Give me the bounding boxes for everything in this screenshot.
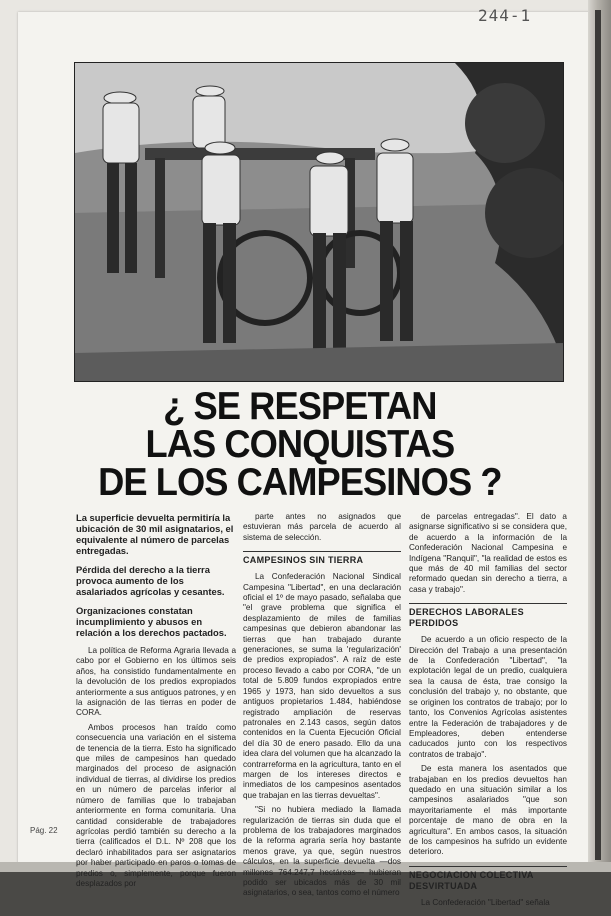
column-2 xyxy=(243,512,401,903)
handwritten-page-mark: 244-1 xyxy=(478,6,532,25)
photo-farmworkers xyxy=(74,62,564,382)
page-edge xyxy=(588,0,611,916)
lead-paragraph-3: Organizaciones constatan incumplimiento y abusos en relación a los derechos pactados. xyxy=(76,605,227,638)
headline-line-2: LAS CONQUISTAS xyxy=(145,423,455,466)
body-paragraph: de parcelas entregadas". El dato a asignarse significativo si se considera que, de acuerdo a la información de la Confederación Nacional Campesina e Indígena "Ranquil", "la realidad de estos es que más de 40 mil familias del sector reformado quedan sin derecho a tierra, a casa y trabajo". xyxy=(409,512,567,594)
lead-paragraph-1: La superficie devuelta permitiría la ubicación de 30 mil asignatarios, el equivalente al número de parcelas entregadas. xyxy=(76,512,234,556)
lead-paragraph-2: Pérdida del derecho a la tierra provoca aumento de los asalariados agrícolas y cesantes. xyxy=(76,564,225,597)
body-paragraph: "Si no hubiera mediado la llamada regularización de tierras sin duda que el problema de los trabajadores marginados de la reforma agraria sería hoy bastante menos grave, ya que, según nuestros cálculos, en la superficie devuelta —dos millones 764.247,7 hectáreas— hubieran podido ser ubicados más de 30 mil asignatarios, o sea, tantos como el número xyxy=(243,805,401,898)
body-paragraph: Ambos procesos han traído como consecuencia una variación en el sistema de tenencia de la tierra. Esto ha significado que miles de campesinos han quedado marginados del proceso de asignación individual de tierras, al dividirse los predios en un número de parcelas inferior al número de familias que lo trabajaban anteriormente en forma comunitaria. Una cantidad considerable de trabajadores agrícolas perdió también su derecho a la tierra (calificados el D.L. Nº 208 que los declaró inhabilitados para ser asignatarios por haber participado en paros o tomas de predios o, simplemente, porque fueron desplazados por xyxy=(76,722,236,888)
column-3 xyxy=(409,512,567,912)
body-paragraph: La Confederación Nacional Sindical Campesina "Libertad", en una declaración oficial el 1º de mayo pasado, señalaba que "el grave problema que significa el desplazamiento de miles de familias campesinas que debieron abandonar las tierras que han trabajado durante generaciones, se suma la 'regularización' de predios expropiados". A raíz de este proceso llevado a cabo por CORA, "de un total de 5.809 fundos expropiados entre 1965 y 1973, han sido devueltos a sus antiguos propietarios 1.484, habiéndose registrado ampliación de reservas patronales en 2.143 casos, según datos contenidos en la Cuenta Ejecución Oficial del día 30 de enero pasado. Ello da una idea clara del volumen que ha alcanzado la contrarreforma en la agricultura, tanto en el margen de los intereses directos e inmediatos de los campesinos asentados que trabajan en las tierras devueltas". xyxy=(243,572,401,800)
body-paragraph: La política de Reforma Agraria llevada a cabo por el Gobierno en los últimos seis años, ha consistido fundamentalmente en la devolución de los predios expropiados anteriormente a sus antiguos patrones, y en la asignación de las tierras en poder de CORA. xyxy=(76,646,236,718)
column-1 xyxy=(76,512,236,893)
section-heading-derechos-laborales: DERECHOS LABORALES PERDIDOS xyxy=(409,603,567,629)
body-paragraph: La Confederación "Libertad" señala xyxy=(421,897,550,907)
headline-line-3: DE LOS CAMPESINOS ? xyxy=(98,461,502,504)
section-heading-campesinos-sin-tierra: CAMPESINOS SIN TIERRA xyxy=(243,551,401,566)
body-paragraph: parte antes no asignados que estuvieran más parcela de acuerdo al sistema de selección. xyxy=(243,512,401,542)
body-paragraph: De acuerdo a un oficio respecto de la Dirección del Trabajo a una presentación de la Confederación "Libertad", "la explotación legal de un predio, cualquiera sea la causa de ésta, trae consigo la conclusión del trabajo y, no obstante, que se originen los contratos de trabajo; por lo tanto, los Convenios Agrícolas asistentes entre la Federación de trabajadores y de Empleadores, deben entenderse caducados junto con los respectivos contratos de trabajo". xyxy=(409,635,567,759)
section-heading-negociacion-colectiva: NEGOCIACION COLECTIVA DESVIRTUADA xyxy=(409,866,567,892)
headline-line-1: ¿ SE RESPETAN xyxy=(163,385,437,428)
body-paragraph: De esta manera los asentados que trabajaban en los predios devueltos han quedado en una situación similar a los campesinos asalariados "que son mayoritariamente el más importante porcentaje de mano de obra en la agricultura". En ambos casos, la situación de los campesinos ha sufrido un evidente deterioro. xyxy=(409,764,567,857)
headline xyxy=(72,385,528,504)
page-number: Pág. 22 xyxy=(30,826,58,835)
